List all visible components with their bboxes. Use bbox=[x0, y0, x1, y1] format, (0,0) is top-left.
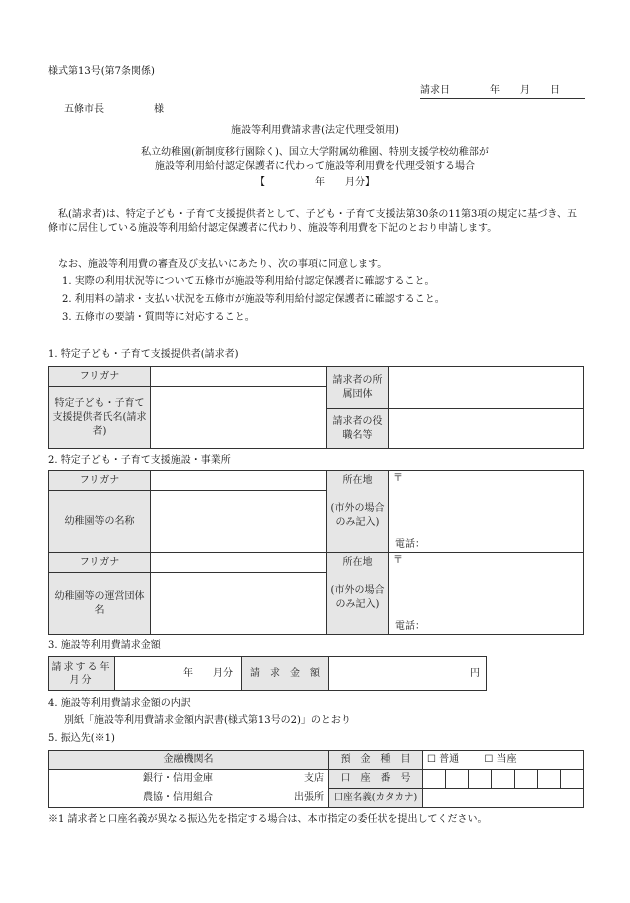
footnote: ※1 請求者と口座名義が異なる振込先を指定する場合は、本市指定の委任状を提出してください。 bbox=[48, 814, 488, 825]
consent-item-1: 1. 実際の利用状況等について五條市が施設等利用給付認定保護者に確認すること。 bbox=[62, 276, 435, 287]
operator-address-note: (市外の場合のみ記入) bbox=[330, 585, 385, 610]
account-digit-1[interactable] bbox=[423, 770, 446, 789]
consent-item-3: 3. 五條市の要請・質問等に対応すること。 bbox=[62, 312, 255, 323]
account-digit-3[interactable] bbox=[469, 770, 492, 789]
subtitle-line1: 私立幼稚園(新制度移行園除く)、国立大学附属幼稚園、特別支援学校幼稚部が bbox=[141, 147, 489, 158]
breakdown-reference: 別紙「施設等利用費請求金額内訳書(様式第13号の2)」のとおり bbox=[64, 715, 351, 726]
form-number: 様式第13号(第7条関係) bbox=[48, 66, 155, 77]
title-field[interactable] bbox=[389, 409, 584, 449]
facility-name-label: 幼稚園等の名称 bbox=[49, 491, 151, 553]
section5-heading: 5. 振込先(※1) bbox=[48, 733, 115, 744]
facility-address-field[interactable] bbox=[389, 471, 584, 553]
operator-furigana-label: フリガナ bbox=[49, 553, 151, 573]
account-digit-7[interactable] bbox=[561, 770, 584, 789]
declaration-paragraph: 私(請求者)は、特定子ども・子育て支援提供者として、子ども・子育て支援法第30条の11第3項の規定に基づき、五條市に居住している施設等利用給付認定保護者に代わり、施設等利用費を下記のとおり申請します。 bbox=[48, 209, 578, 234]
title-label: 請求者の役職名等 bbox=[327, 409, 389, 449]
amount-label: 請 求 金 額 bbox=[242, 657, 329, 691]
operator-furigana-field[interactable] bbox=[151, 553, 327, 573]
address-note: (市外の場合のみ記入) bbox=[330, 503, 385, 528]
operator-postal-mark: 〒 bbox=[393, 555, 403, 566]
furigana-label: フリガナ bbox=[49, 367, 151, 387]
branch-label-2: 出張所 bbox=[294, 792, 324, 803]
section4-heading: 4. 施設等利用費請求金額の内訳 bbox=[48, 698, 191, 709]
account-digit-2[interactable] bbox=[446, 770, 469, 789]
operator-name-label: 幼稚園等の運営団体名 bbox=[49, 573, 151, 635]
bank-table bbox=[48, 750, 584, 808]
subtitle-line2: 施設等利用給付認定保護者に代わって施設等利用費を代理受領する場合 bbox=[155, 161, 475, 172]
bank-name-field[interactable] bbox=[49, 770, 329, 808]
operator-name-field[interactable] bbox=[151, 573, 327, 635]
provider-furigana-field[interactable] bbox=[151, 367, 327, 387]
account-name-label: 口座名義(カタカナ) bbox=[329, 789, 423, 808]
deposit-type-label: 預 金 種 目 bbox=[329, 751, 423, 770]
honorific: 様 bbox=[154, 104, 164, 115]
addressee: 五條市長 bbox=[64, 104, 104, 115]
operator-phone-label: 電話： bbox=[395, 620, 425, 632]
section2-heading: 2. 特定子ども・子育て支援施設・事業所 bbox=[48, 455, 231, 466]
org-field[interactable] bbox=[389, 367, 584, 409]
amount-table bbox=[48, 656, 487, 691]
consent-paragraph: なお、施設等利用費の審査及び支払いにあたり、次の事項に同意します。 bbox=[58, 259, 388, 270]
form-title: 施設等利用費請求書(法定代理受領用) bbox=[231, 125, 399, 136]
deposit-type-options bbox=[423, 751, 584, 770]
section3-heading: 3. 施設等利用費請求金額 bbox=[48, 640, 161, 651]
facility-name-field[interactable] bbox=[151, 491, 327, 553]
facility-furigana-field[interactable] bbox=[151, 471, 327, 491]
current-checkbox[interactable]: ☐ 当座 bbox=[484, 754, 517, 766]
provider-name-label: 特定子ども・子育て支援提供者氏名(請求者) bbox=[49, 387, 151, 449]
request-date: 請求日 年 月 日 bbox=[420, 85, 585, 99]
period-label: 請求する年月分 bbox=[49, 657, 115, 691]
account-digit-6[interactable] bbox=[538, 770, 561, 789]
bank-type-line2: 農協・信用組合 bbox=[143, 792, 213, 803]
ordinary-checkbox[interactable]: ☐ 普通 bbox=[427, 754, 460, 766]
bank-header: 金融機関名 bbox=[49, 751, 329, 770]
branch-label-1: 支店 bbox=[304, 773, 324, 784]
operator-address-label-text: 所在地 bbox=[342, 557, 373, 568]
operator-address-label bbox=[327, 553, 389, 635]
account-digit-5[interactable] bbox=[515, 770, 538, 789]
amount-field[interactable]: 円 bbox=[329, 657, 487, 691]
section1-heading: 1. 特定子ども・子育て支援提供者(請求者) bbox=[48, 349, 239, 360]
account-digit-4[interactable] bbox=[492, 770, 515, 789]
provider-name-field[interactable] bbox=[151, 387, 327, 449]
address-label-text: 所在地 bbox=[342, 475, 373, 486]
consent-item-2: 2. 利用料の請求・支払い状況を五條市が施設等利用給付認定保護者に確認すること。 bbox=[62, 294, 445, 305]
bank-type-line1: 銀行・信用金庫 bbox=[143, 773, 213, 784]
org-label: 請求者の所属団体 bbox=[327, 367, 389, 409]
postal-mark: 〒 bbox=[393, 473, 403, 484]
facility-furigana-label: フリガナ bbox=[49, 471, 151, 491]
provider-table bbox=[48, 366, 584, 449]
facility-table bbox=[48, 470, 584, 635]
facility-address-label bbox=[327, 471, 389, 553]
account-name-field[interactable] bbox=[423, 789, 584, 808]
billing-month: 【 年 月分】 bbox=[255, 177, 375, 188]
facility-phone-label: 電話： bbox=[395, 538, 425, 550]
period-field[interactable]: 年 月分 bbox=[115, 657, 242, 691]
operator-address-field[interactable] bbox=[389, 553, 584, 635]
account-number-label: 口 座 番 号 bbox=[329, 770, 423, 789]
